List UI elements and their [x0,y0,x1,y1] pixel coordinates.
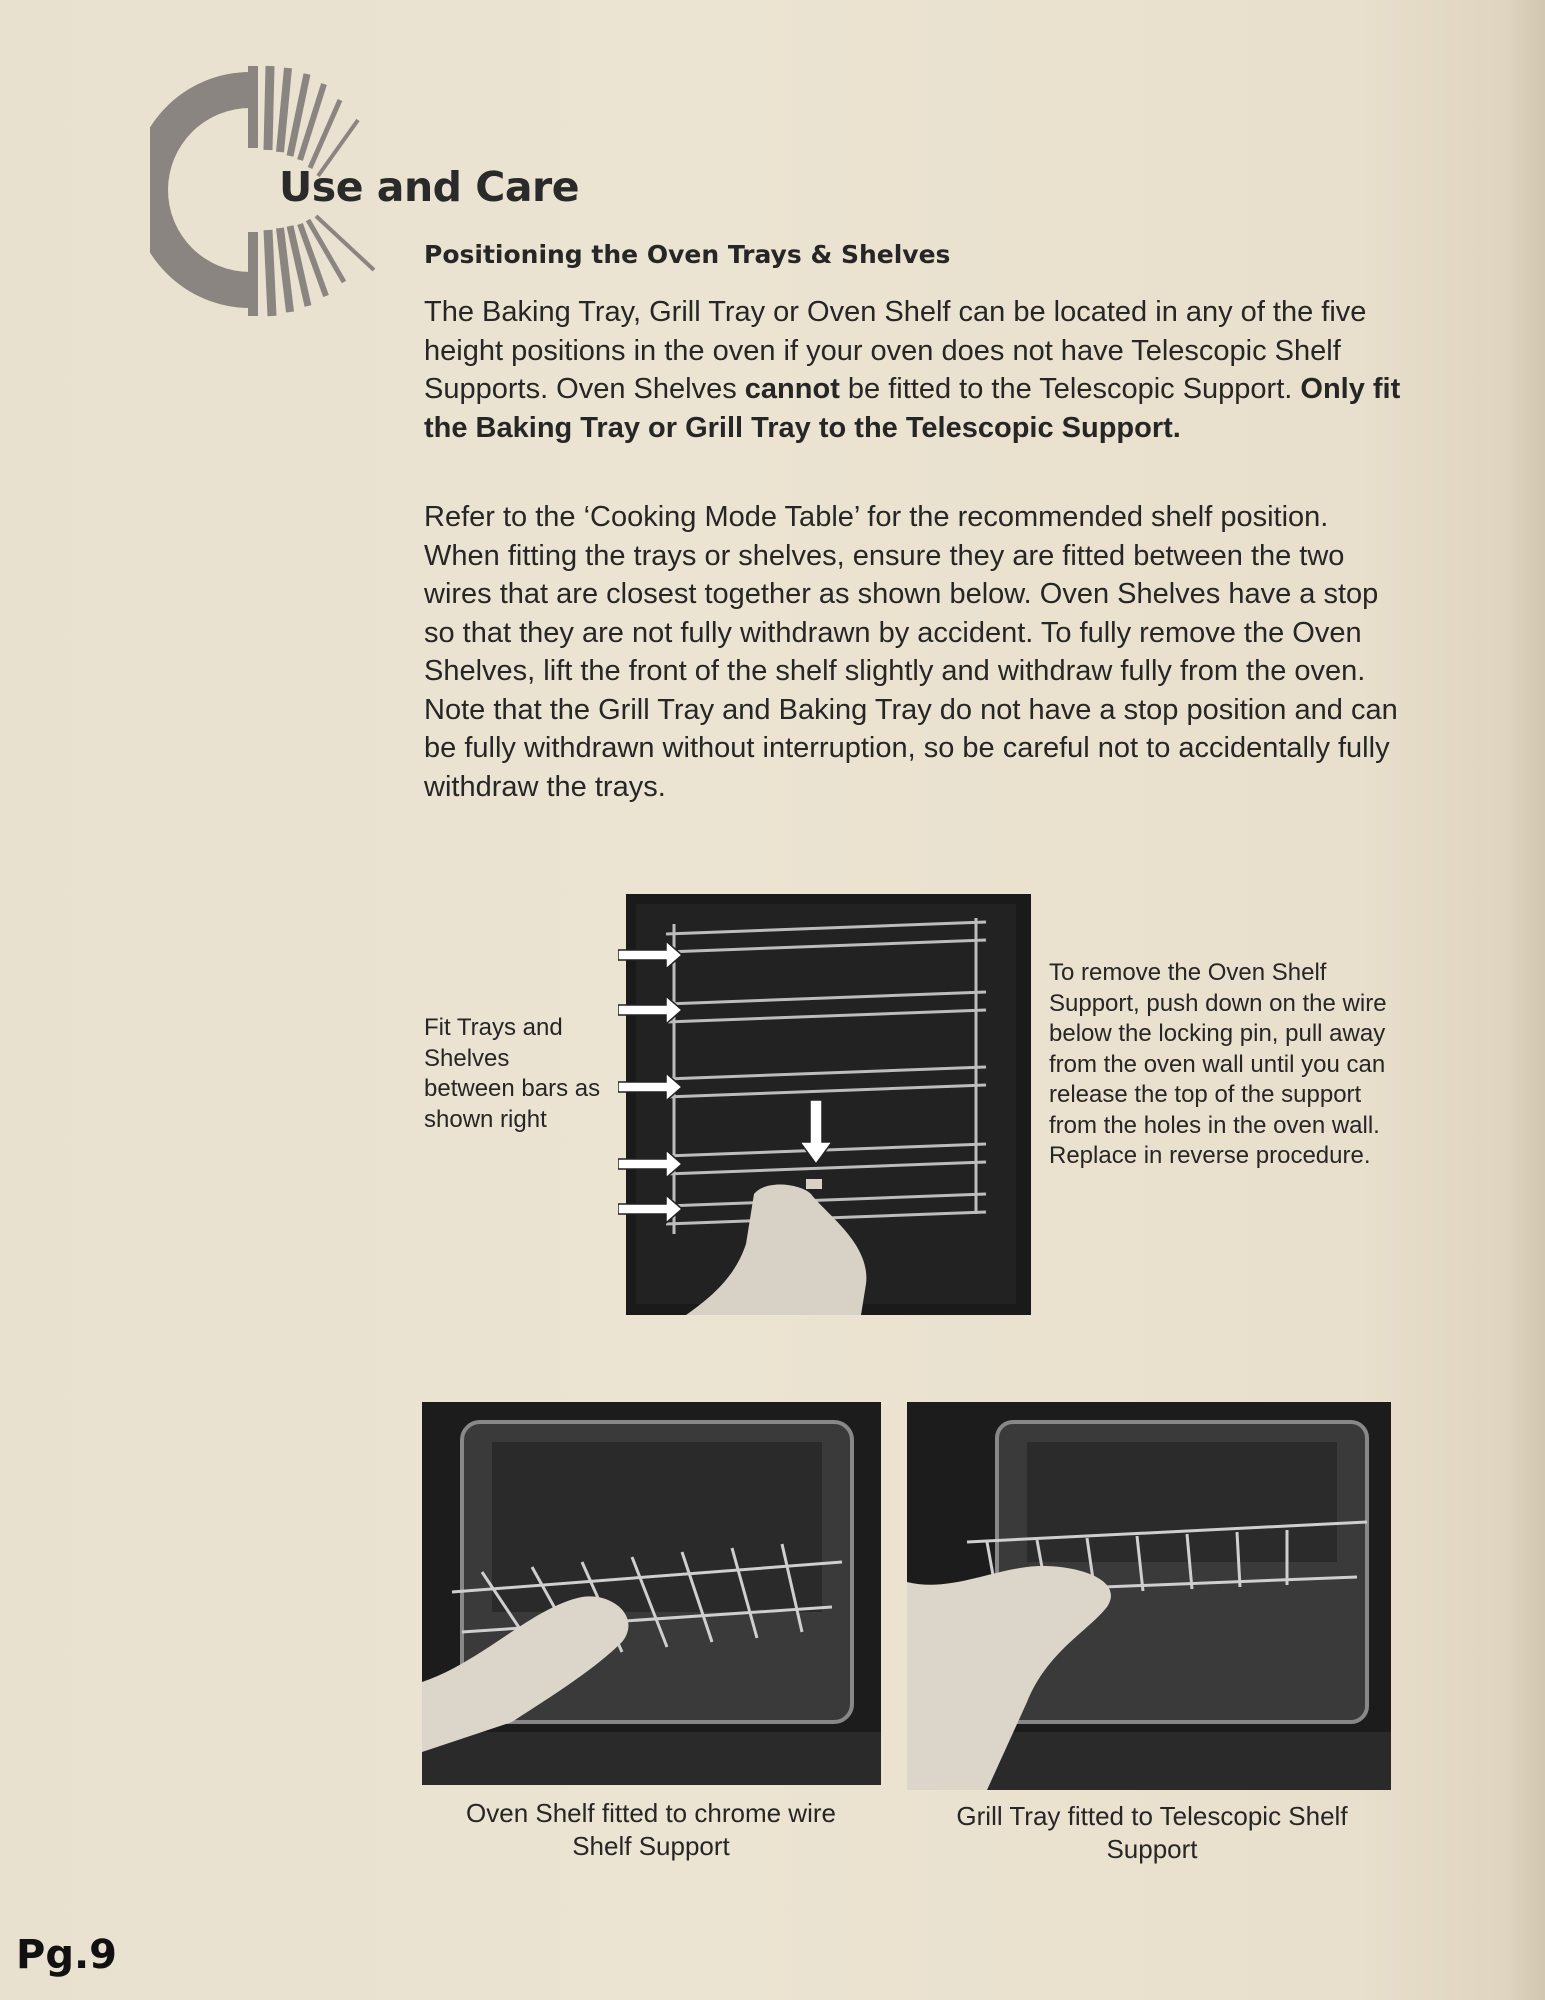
remove-support-note: To remove the Oven Shelf Support, push down on the wire below the locking pin, pull away from the oven wall until you can release the top of the support from the holes in the oven wall. Replace in reverse procedure. [1049,959,1387,1169]
paragraph-shelf-position: Refer to the ‘Cooking Mode Table’ for the recommended shelf position. When fitting the trays or shelves, ensure they are fitted between the two wires that are closest together as shown below. Oven Shelves have a stop so that they are not fully withdrawn by accident. To fully remove the Oven Shelves, lift the front of the shelf slightly and withdraw fully from the oven. Note that the Grill Tray and Baking Tray do not have a stop position and can be fully withdrawn without interruption, so be careful not to accidentally fully withdraw the trays. [424,501,1398,803]
section-title: Use and Care [279,163,580,211]
para1-text-a: The Baking Tray, Grill Tray or Oven Shelf can be located in any of the five height positions in the oven if your oven does not have Telescopic Shelf Supports. Oven Shelves [424,296,1367,405]
para1-emphasis-cannot: cannot [744,373,840,405]
fit-trays-label: Fit Trays and Shelves between bars as shown right [424,1014,601,1133]
page-number: Pg.9 [16,1932,117,1978]
grill-tray-photo [907,1402,1391,1790]
oven-shelf-photo [422,1402,881,1785]
paragraph-telescopic-supports [424,293,1404,447]
page-fold-shadow [1505,0,1545,2000]
shelf-position-arrows [618,935,688,1235]
grill-tray-caption: Grill Tray fitted to Telescopic Shelf Support [956,1801,1348,1864]
article-heading: Positioning the Oven Trays & Shelves [424,240,951,269]
oven-shelf-caption: Oven Shelf fitted to chrome wire Shelf Support [466,1798,836,1861]
push-down-arrow-icon [796,1098,836,1168]
para1-emphasis-only-fit: Only fit the Baking Tray or Grill Tray to the Telescopic Support. [424,373,1401,444]
para1-text-c: be fitted to the Telescopic Support. [839,373,1301,405]
